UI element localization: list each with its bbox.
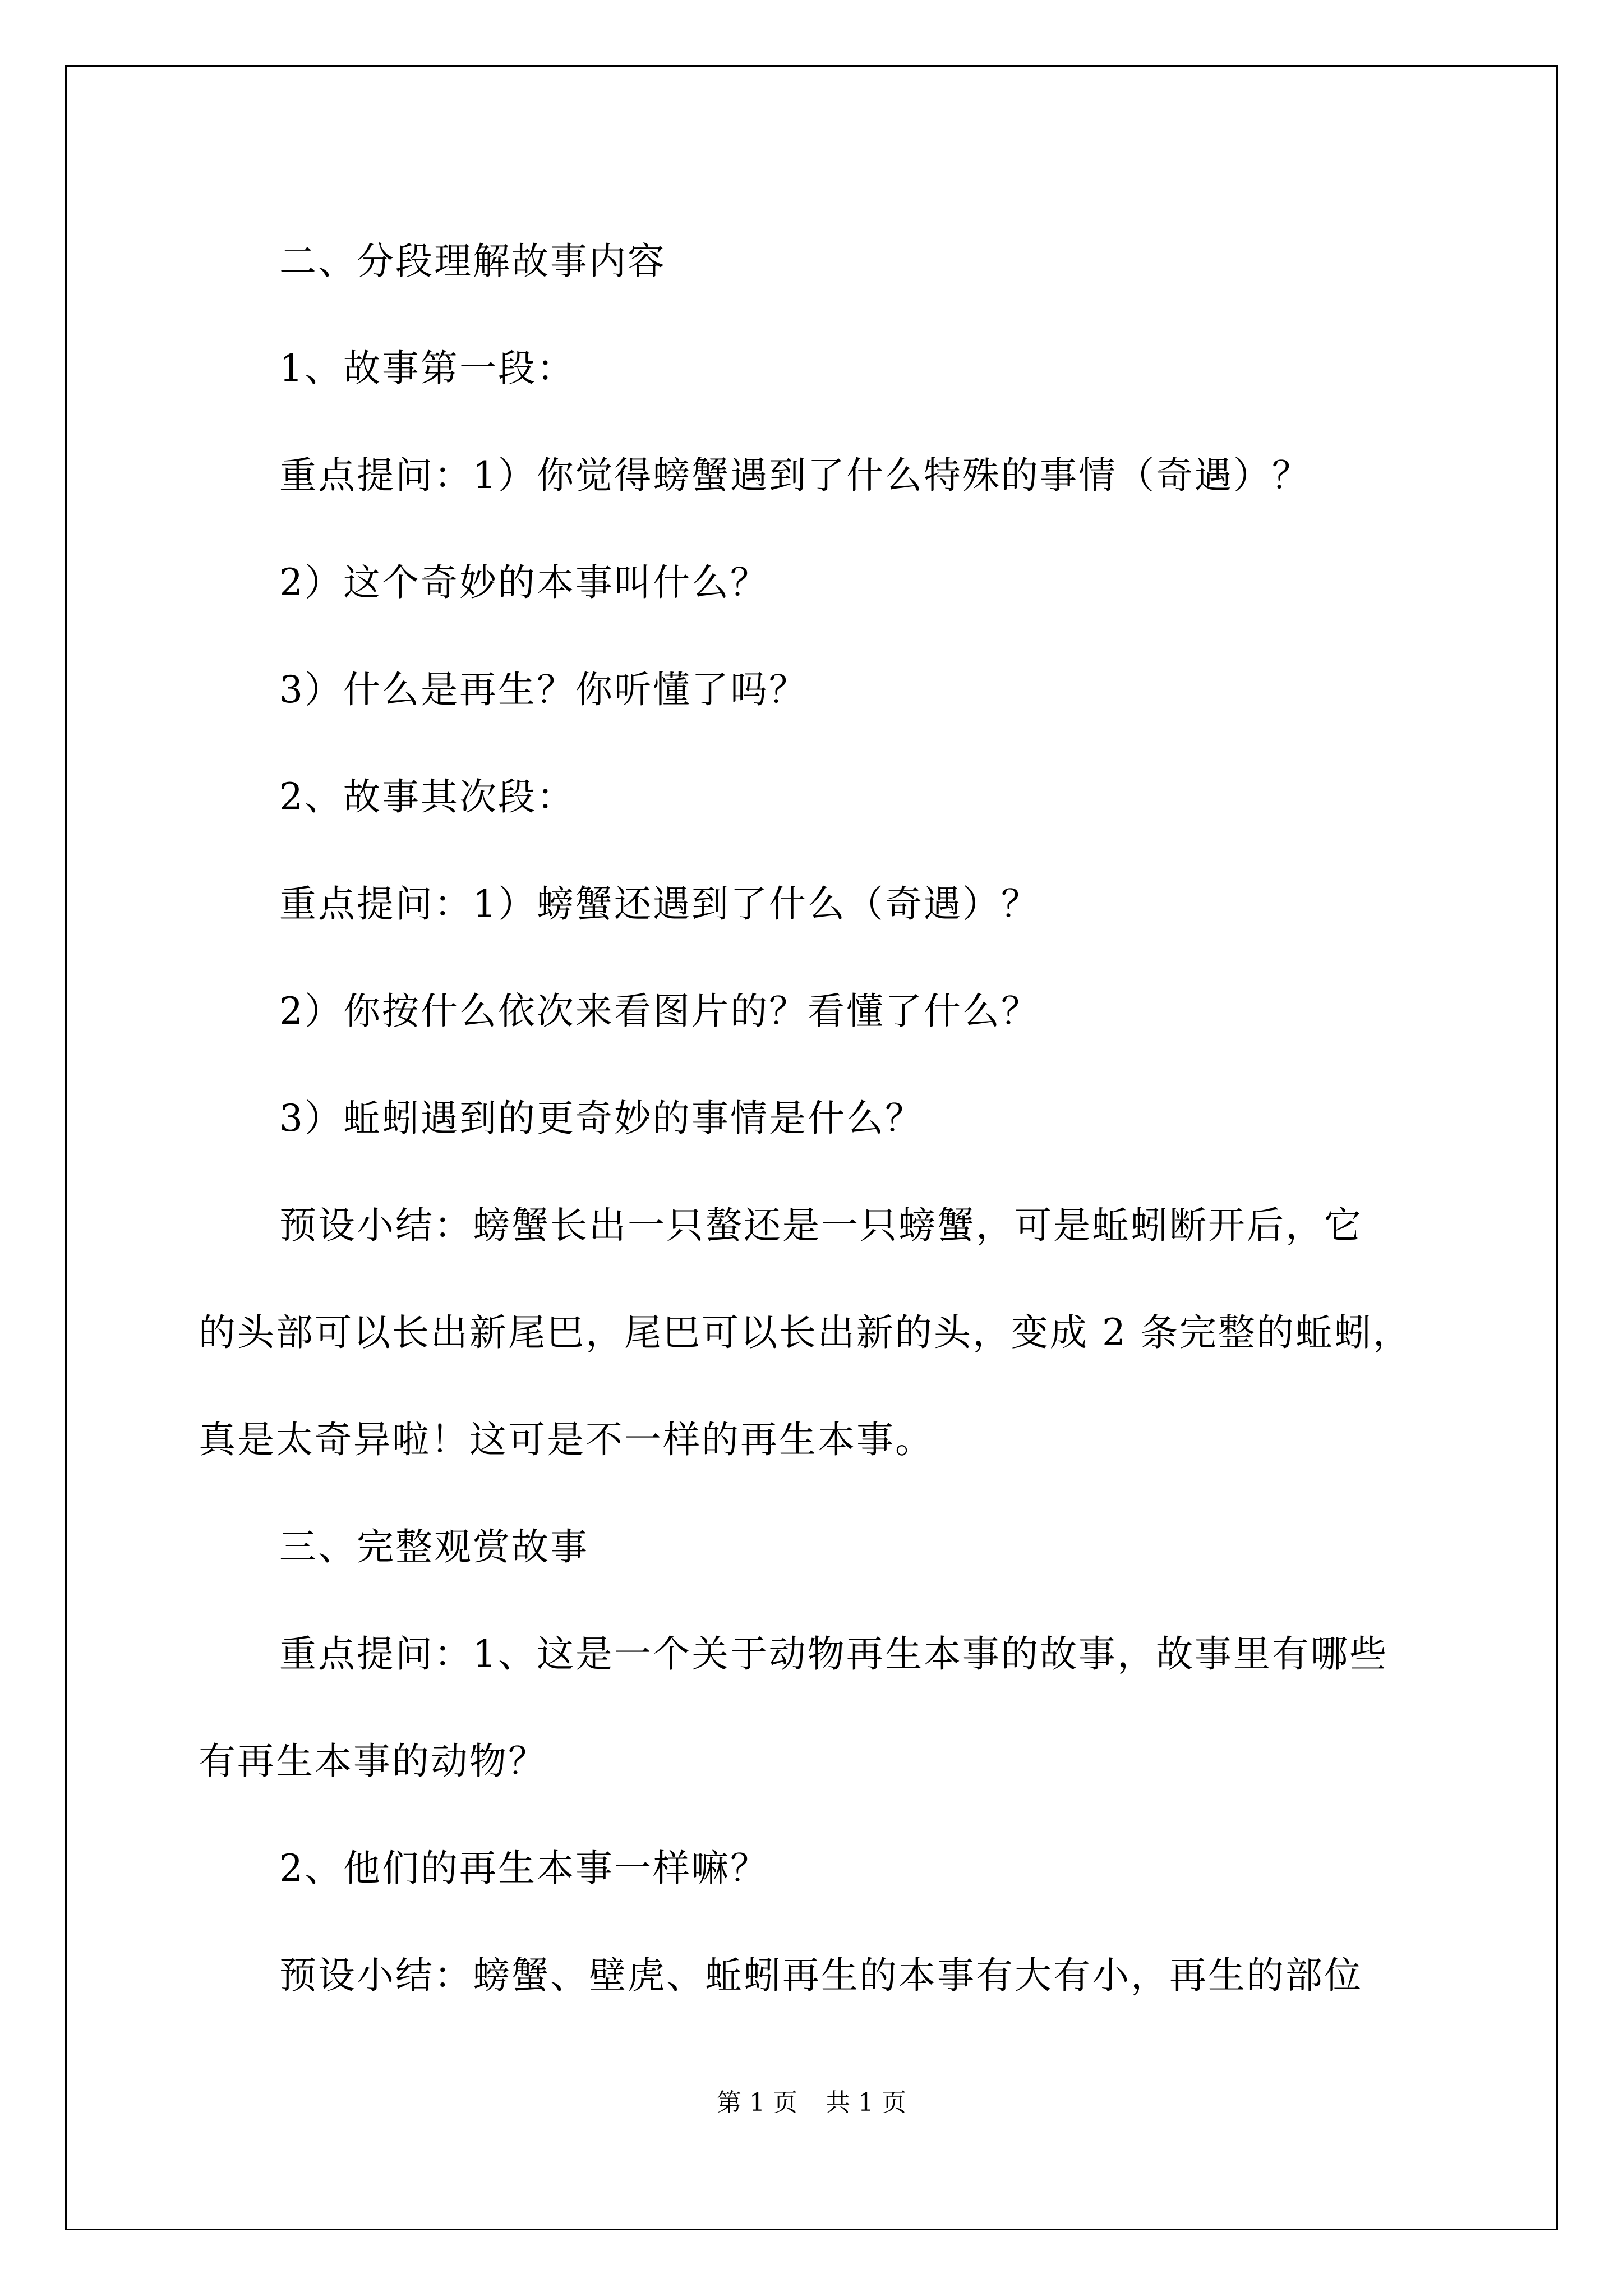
paragraph: 的头部可以长出新尾巴，尾巴可以长出新的头，变成 2 条完整的蚯蚓， xyxy=(199,1311,1412,1354)
page-total: 共 1 页 xyxy=(826,2088,906,2117)
page-number: 第 1 页 xyxy=(717,2088,797,2117)
paragraph: 三、完整观赏故事 xyxy=(279,1525,589,1568)
paragraph: 2、他们的再生本事一样嘛？ xyxy=(279,1847,769,1890)
paragraph: 真是太奇异啦！这可是不一样的再生本事。 xyxy=(199,1418,934,1461)
paragraph: 二、分段理解故事内容 xyxy=(279,240,666,283)
paragraph: 预设小结：螃蟹、壁虎、蚯蚓再生的本事有大有小，再生的部位 xyxy=(279,1954,1363,1997)
page-footer xyxy=(0,2082,1623,2118)
paragraph: 预设小结：螃蟹长出一只螯还是一只螃蟹，可是蚯蚓断开后，它 xyxy=(279,1204,1363,1247)
paragraph: 1、故事第一段： xyxy=(279,347,575,390)
paragraph: 重点提问：1）螃蟹还遇到了什么（奇遇）？ xyxy=(279,882,1040,926)
paragraph: 2）你按什么依次来看图片的？看懂了什么？ xyxy=(279,990,1040,1033)
paragraph: 重点提问：1、这是一个关于动物再生本事的故事，故事里有哪些 xyxy=(279,1632,1388,1676)
paragraph: 3）什么是再生？你听懂了吗？ xyxy=(279,668,808,711)
paragraph: 重点提问：1）你觉得螃蟹遇到了什么特殊的事情（奇遇）？ xyxy=(279,454,1311,497)
document-body xyxy=(199,208,1466,2029)
paragraph: 有再生本事的动物？ xyxy=(199,1740,547,1783)
paragraph: 2、故事其次段： xyxy=(279,775,575,818)
paragraph: 2）这个奇妙的本事叫什么？ xyxy=(279,561,769,604)
paragraph: 3）蚯蚓遇到的更奇妙的事情是什么？ xyxy=(279,1097,924,1140)
